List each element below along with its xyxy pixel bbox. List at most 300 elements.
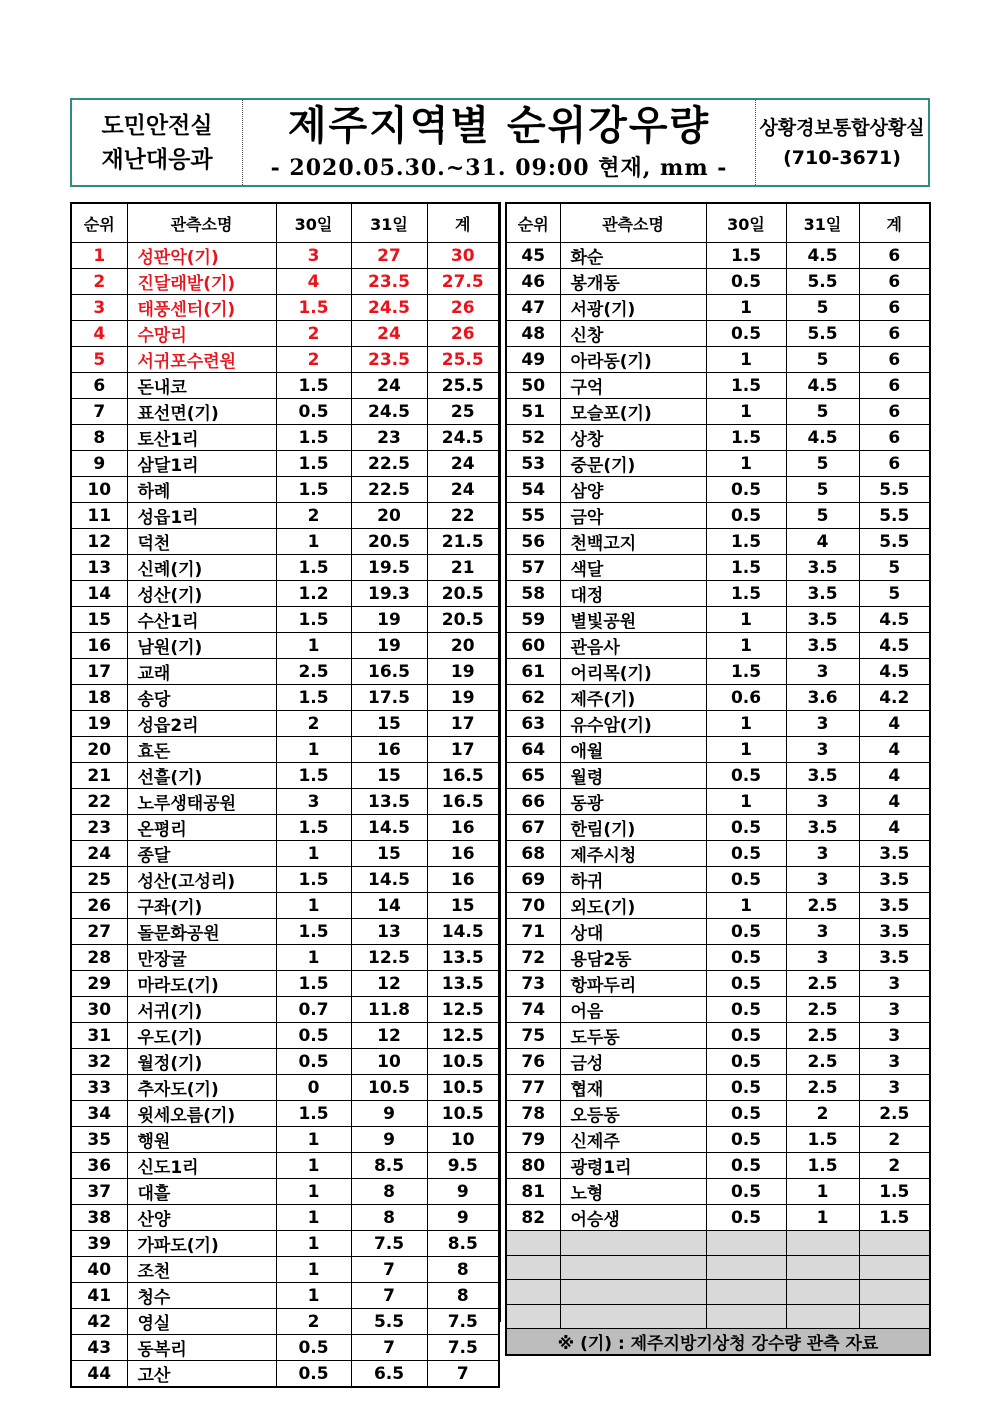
day31-cell: 16.5	[351, 659, 427, 685]
station-name-cell: 화순	[560, 243, 706, 269]
empty-cell	[786, 1231, 859, 1256]
station-name-cell: 용담2동	[560, 945, 706, 971]
day31-cell: 2.5	[786, 893, 859, 919]
day31-cell: 13.5	[351, 789, 427, 815]
table-row	[506, 945, 930, 971]
day30-cell: 1.5	[276, 295, 351, 321]
rank-cell: 14	[71, 581, 127, 607]
rank-cell: 33	[71, 1075, 127, 1101]
contact-phone: (710-3671)	[783, 146, 901, 169]
total-cell: 4	[859, 789, 930, 815]
table-row	[506, 841, 930, 867]
col-total-header: 계	[859, 203, 930, 243]
station-name-cell: 하례	[127, 477, 276, 503]
rank-cell: 73	[506, 971, 560, 997]
station-name-cell: 중문(기)	[560, 451, 706, 477]
rank-cell: 27	[71, 919, 127, 945]
day30-cell: 1	[276, 1153, 351, 1179]
table-row	[506, 529, 930, 555]
rank-cell: 35	[71, 1127, 127, 1153]
total-cell: 24.5	[427, 425, 499, 451]
empty-cell	[560, 1231, 706, 1256]
total-cell: 1.5	[859, 1205, 930, 1231]
day31-cell: 2	[786, 1101, 859, 1127]
day31-cell: 15	[351, 711, 427, 737]
rank-cell: 57	[506, 555, 560, 581]
rank-cell: 36	[71, 1153, 127, 1179]
station-name-cell: 온평리	[127, 815, 276, 841]
table-row	[506, 919, 930, 945]
day30-cell: 1	[276, 945, 351, 971]
day30-cell: 1.5	[276, 555, 351, 581]
empty-cell	[706, 1304, 786, 1329]
table-row	[71, 633, 499, 659]
total-cell: 6	[859, 321, 930, 347]
table-row	[71, 763, 499, 789]
empty-cell	[506, 1255, 560, 1280]
station-name-cell: 노형	[560, 1179, 706, 1205]
station-name-cell: 성산(고성리)	[127, 867, 276, 893]
day31-cell: 20	[351, 503, 427, 529]
station-name-cell: 남원(기)	[127, 633, 276, 659]
total-cell: 6	[859, 295, 930, 321]
day30-cell: 0.5	[706, 1075, 786, 1101]
day31-cell: 7	[351, 1335, 427, 1361]
day31-cell: 5	[786, 503, 859, 529]
rank-cell: 24	[71, 841, 127, 867]
station-name-cell: 교래	[127, 659, 276, 685]
rank-cell: 81	[506, 1179, 560, 1205]
day30-cell: 1	[276, 1283, 351, 1309]
total-cell: 4	[859, 763, 930, 789]
day31-cell: 4.5	[786, 243, 859, 269]
station-name-cell: 제주시청	[560, 841, 706, 867]
table-row	[506, 425, 930, 451]
day31-cell: 3	[786, 841, 859, 867]
total-cell: 25.5	[427, 373, 499, 399]
station-name-cell: 모슬포(기)	[560, 399, 706, 425]
rank-cell: 76	[506, 1049, 560, 1075]
station-name-cell: 동복리	[127, 1335, 276, 1361]
table-row	[71, 1049, 499, 1075]
day31-cell: 3	[786, 867, 859, 893]
empty-cell	[706, 1231, 786, 1256]
station-name-cell: 어음	[560, 997, 706, 1023]
station-name-cell: 토산1리	[127, 425, 276, 451]
total-cell: 19	[427, 685, 499, 711]
day30-cell: 0.5	[706, 321, 786, 347]
day31-cell: 5	[786, 347, 859, 373]
rank-cell: 60	[506, 633, 560, 659]
col-total-header: 계	[427, 203, 499, 243]
day30-cell: 1.5	[276, 685, 351, 711]
table-row	[71, 269, 499, 295]
day31-cell: 24.5	[351, 295, 427, 321]
total-cell: 12.5	[427, 997, 499, 1023]
rank-cell: 29	[71, 971, 127, 997]
station-name-cell: 돌문화공원	[127, 919, 276, 945]
rank-cell: 64	[506, 737, 560, 763]
day31-cell: 17.5	[351, 685, 427, 711]
day31-cell: 7	[351, 1257, 427, 1283]
station-name-cell: 애월	[560, 737, 706, 763]
table-row	[71, 1127, 499, 1153]
table-row	[506, 607, 930, 633]
col-day31-header: 31일	[786, 203, 859, 243]
rank-cell: 18	[71, 685, 127, 711]
station-name-cell: 구억	[560, 373, 706, 399]
footnote: ※ (기) : 제주지방기상청 강수량 관측 자료	[506, 1329, 930, 1356]
total-cell: 1.5	[859, 1179, 930, 1205]
day30-cell: 1.5	[276, 1101, 351, 1127]
total-cell: 20.5	[427, 607, 499, 633]
total-cell: 3	[859, 997, 930, 1023]
rank-cell: 41	[71, 1283, 127, 1309]
day31-cell: 23.5	[351, 347, 427, 373]
rank-cell: 67	[506, 815, 560, 841]
day31-cell: 13	[351, 919, 427, 945]
station-name-cell: 돈내코	[127, 373, 276, 399]
total-cell: 3	[859, 1075, 930, 1101]
day30-cell: 1.5	[276, 815, 351, 841]
day31-cell: 11.8	[351, 997, 427, 1023]
rank-cell: 30	[71, 997, 127, 1023]
total-cell: 10.5	[427, 1075, 499, 1101]
empty-row	[506, 1280, 930, 1305]
rank-cell: 79	[506, 1127, 560, 1153]
day31-cell: 19.3	[351, 581, 427, 607]
station-name-cell: 아라동(기)	[560, 347, 706, 373]
rank-cell: 61	[506, 659, 560, 685]
total-cell: 16	[427, 867, 499, 893]
total-cell: 22	[427, 503, 499, 529]
station-name-cell: 송당	[127, 685, 276, 711]
day31-cell: 3.6	[786, 685, 859, 711]
total-cell: 8	[427, 1257, 499, 1283]
table-row	[506, 867, 930, 893]
day30-cell: 0.5	[276, 1335, 351, 1361]
day31-cell: 24.5	[351, 399, 427, 425]
station-name-cell: 신창	[560, 321, 706, 347]
empty-row	[506, 1231, 930, 1256]
table-row	[71, 1231, 499, 1257]
rank-cell: 78	[506, 1101, 560, 1127]
station-name-cell: 월정(기)	[127, 1049, 276, 1075]
table-row	[506, 321, 930, 347]
total-cell: 19	[427, 659, 499, 685]
table-row	[506, 243, 930, 269]
day30-cell: 1	[276, 1179, 351, 1205]
day31-cell: 22.5	[351, 477, 427, 503]
total-cell: 3.5	[859, 893, 930, 919]
rank-cell: 21	[71, 763, 127, 789]
empty-cell	[786, 1304, 859, 1329]
day31-cell: 2.5	[786, 971, 859, 997]
station-name-cell: 진달래밭(기)	[127, 269, 276, 295]
total-cell: 17	[427, 737, 499, 763]
station-name-cell: 색달	[560, 555, 706, 581]
total-cell: 26	[427, 321, 499, 347]
empty-cell	[560, 1255, 706, 1280]
department-block	[72, 100, 243, 185]
rank-cell: 31	[71, 1023, 127, 1049]
total-cell: 6	[859, 269, 930, 295]
empty-cell	[506, 1280, 560, 1305]
day30-cell: 1	[276, 841, 351, 867]
rank-cell: 28	[71, 945, 127, 971]
day30-cell: 0.5	[706, 1101, 786, 1127]
rank-cell: 17	[71, 659, 127, 685]
rank-cell: 53	[506, 451, 560, 477]
station-name-cell: 어승생	[560, 1205, 706, 1231]
empty-cell	[506, 1304, 560, 1329]
total-cell: 2.5	[859, 1101, 930, 1127]
day30-cell: 0.5	[276, 1049, 351, 1075]
station-name-cell: 금악	[560, 503, 706, 529]
day30-cell: 1.5	[706, 659, 786, 685]
total-cell: 6	[859, 451, 930, 477]
table-row	[506, 763, 930, 789]
day30-cell: 1	[706, 451, 786, 477]
total-cell: 3	[859, 971, 930, 997]
day31-cell: 12.5	[351, 945, 427, 971]
day31-cell: 5.5	[786, 321, 859, 347]
day30-cell: 2	[276, 347, 351, 373]
table-row	[71, 607, 499, 633]
table-row	[71, 477, 499, 503]
station-name-cell: 태풍센터(기)	[127, 295, 276, 321]
day30-cell: 1.5	[276, 373, 351, 399]
col-day30-header: 30일	[706, 203, 786, 243]
table-row	[71, 971, 499, 997]
table-row	[506, 1101, 930, 1127]
day31-cell: 5	[786, 295, 859, 321]
day30-cell: 1	[276, 1231, 351, 1257]
station-name-cell: 성읍1리	[127, 503, 276, 529]
day31-cell: 10	[351, 1049, 427, 1075]
total-cell: 16.5	[427, 763, 499, 789]
table-row	[506, 815, 930, 841]
total-cell: 5.5	[859, 503, 930, 529]
page-title: 제주지역별 순위강우량	[287, 103, 711, 149]
table-row	[506, 1023, 930, 1049]
station-name-cell: 서귀(기)	[127, 997, 276, 1023]
table-row	[506, 997, 930, 1023]
day31-cell: 5.5	[786, 269, 859, 295]
total-cell: 3.5	[859, 945, 930, 971]
station-name-cell: 고산	[127, 1361, 276, 1388]
total-cell: 16.5	[427, 789, 499, 815]
table-row	[71, 919, 499, 945]
total-cell: 3.5	[859, 919, 930, 945]
day31-cell: 14.5	[351, 815, 427, 841]
day31-cell: 3	[786, 945, 859, 971]
station-name-cell: 우도(기)	[127, 1023, 276, 1049]
total-cell: 21.5	[427, 529, 499, 555]
day30-cell: 1	[706, 399, 786, 425]
table-row	[506, 451, 930, 477]
empty-cell	[706, 1255, 786, 1280]
station-name-cell: 서귀포수련원	[127, 347, 276, 373]
day30-cell: 1	[706, 633, 786, 659]
table-row	[71, 1309, 499, 1335]
total-cell: 16	[427, 841, 499, 867]
day31-cell: 10.5	[351, 1075, 427, 1101]
day31-cell: 5	[786, 451, 859, 477]
empty-cell	[786, 1280, 859, 1305]
rank-cell: 50	[506, 373, 560, 399]
table-row	[506, 711, 930, 737]
day30-cell: 1.5	[276, 607, 351, 633]
rank-cell: 8	[71, 425, 127, 451]
contact-office: 상황경보통합상황실	[759, 116, 925, 139]
col-rank-header: 순위	[71, 203, 127, 243]
day31-cell: 16	[351, 737, 427, 763]
total-cell: 8.5	[427, 1231, 499, 1257]
total-cell: 5	[859, 581, 930, 607]
day30-cell: 1	[276, 1127, 351, 1153]
station-name-cell: 수산1리	[127, 607, 276, 633]
table-row	[71, 711, 499, 737]
day31-cell: 9	[351, 1101, 427, 1127]
day31-cell: 20.5	[351, 529, 427, 555]
report-header	[70, 98, 930, 187]
rank-cell: 51	[506, 399, 560, 425]
rank-cell: 7	[71, 399, 127, 425]
rank-cell: 65	[506, 763, 560, 789]
day30-cell: 1.5	[276, 867, 351, 893]
rank-cell: 9	[71, 451, 127, 477]
table-row	[71, 1205, 499, 1231]
day31-cell: 15	[351, 763, 427, 789]
day30-cell: 2	[276, 1309, 351, 1335]
day30-cell: 1.5	[276, 425, 351, 451]
table-row	[506, 399, 930, 425]
total-cell: 4	[859, 737, 930, 763]
total-cell: 6	[859, 373, 930, 399]
day31-cell: 1.5	[786, 1153, 859, 1179]
day31-cell: 2.5	[786, 1075, 859, 1101]
rank-cell: 45	[506, 243, 560, 269]
day31-cell: 3	[786, 659, 859, 685]
total-cell: 4	[859, 815, 930, 841]
day31-cell: 9	[351, 1127, 427, 1153]
total-cell: 4.5	[859, 607, 930, 633]
station-name-cell: 종달	[127, 841, 276, 867]
table-row	[71, 1101, 499, 1127]
day30-cell: 0.5	[706, 1205, 786, 1231]
day31-cell: 3.5	[786, 581, 859, 607]
day31-cell: 5	[786, 399, 859, 425]
day31-cell: 2.5	[786, 1049, 859, 1075]
table-row	[71, 1075, 499, 1101]
station-name-cell: 삼달1리	[127, 451, 276, 477]
day30-cell: 1.5	[706, 555, 786, 581]
table-row	[506, 1205, 930, 1231]
total-cell: 5	[859, 555, 930, 581]
day30-cell: 1	[706, 295, 786, 321]
day31-cell: 8	[351, 1205, 427, 1231]
day30-cell: 1	[706, 789, 786, 815]
day31-cell: 6.5	[351, 1361, 427, 1388]
table-row	[506, 971, 930, 997]
table-row	[71, 1335, 499, 1361]
station-name-cell: 윗세오름(기)	[127, 1101, 276, 1127]
table-row	[506, 893, 930, 919]
day30-cell: 1	[276, 529, 351, 555]
empty-row	[506, 1304, 930, 1329]
day31-cell: 3	[786, 789, 859, 815]
empty-cell	[560, 1280, 706, 1305]
total-cell: 4.5	[859, 659, 930, 685]
day30-cell: 2.5	[276, 659, 351, 685]
total-cell: 5.5	[859, 529, 930, 555]
rainfall-table-right	[505, 202, 931, 1356]
total-cell: 24	[427, 451, 499, 477]
rank-cell: 72	[506, 945, 560, 971]
rank-cell: 62	[506, 685, 560, 711]
table-row	[71, 893, 499, 919]
total-cell: 13.5	[427, 945, 499, 971]
day31-cell: 8	[351, 1179, 427, 1205]
station-name-cell: 노루생태공원	[127, 789, 276, 815]
rank-cell: 3	[71, 295, 127, 321]
day30-cell: 0.5	[706, 815, 786, 841]
station-name-cell: 신례(기)	[127, 555, 276, 581]
day30-cell: 1.5	[276, 451, 351, 477]
day30-cell: 0.7	[276, 997, 351, 1023]
table-row	[506, 477, 930, 503]
rank-cell: 2	[71, 269, 127, 295]
total-cell: 25.5	[427, 347, 499, 373]
rank-cell: 25	[71, 867, 127, 893]
table-row	[71, 295, 499, 321]
day31-cell: 4.5	[786, 373, 859, 399]
col-station-header: 관측소명	[127, 203, 276, 243]
day30-cell: 1	[276, 633, 351, 659]
total-cell: 13.5	[427, 971, 499, 997]
table-row	[506, 581, 930, 607]
rank-cell: 19	[71, 711, 127, 737]
table-row	[506, 659, 930, 685]
table-row	[506, 1049, 930, 1075]
rank-cell: 75	[506, 1023, 560, 1049]
station-name-cell: 마라도(기)	[127, 971, 276, 997]
station-name-cell: 성판악(기)	[127, 243, 276, 269]
day30-cell: 1	[276, 1205, 351, 1231]
day30-cell: 2	[276, 321, 351, 347]
total-cell: 6	[859, 243, 930, 269]
rank-cell: 20	[71, 737, 127, 763]
station-name-cell: 청수	[127, 1283, 276, 1309]
day30-cell: 0.5	[706, 503, 786, 529]
station-name-cell: 구좌(기)	[127, 893, 276, 919]
day31-cell: 19	[351, 607, 427, 633]
table-row	[71, 997, 499, 1023]
table-row	[71, 1361, 499, 1388]
day30-cell: 1.5	[706, 243, 786, 269]
station-name-cell: 제주(기)	[560, 685, 706, 711]
day31-cell: 3.5	[786, 555, 859, 581]
table-row	[71, 1257, 499, 1283]
table-row	[71, 321, 499, 347]
total-cell: 14.5	[427, 919, 499, 945]
day30-cell: 0.5	[706, 1179, 786, 1205]
day30-cell: 0.5	[276, 1023, 351, 1049]
station-name-cell: 오등동	[560, 1101, 706, 1127]
day30-cell: 1.2	[276, 581, 351, 607]
table-row	[71, 373, 499, 399]
